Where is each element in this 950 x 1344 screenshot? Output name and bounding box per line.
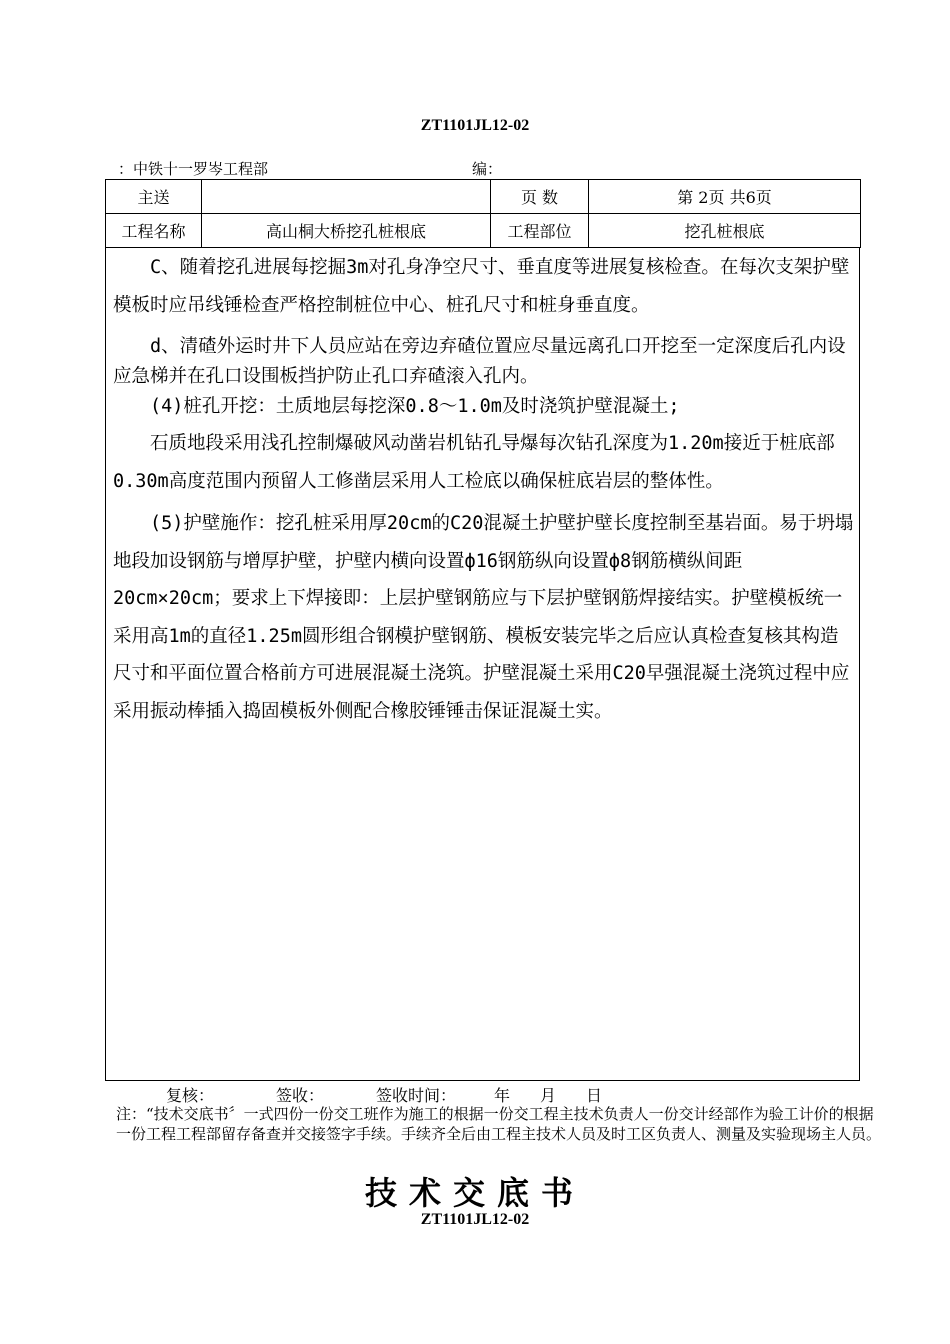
paragraph-4: (4)桩孔开挖：土质地层每挖深0.8～1.0m及时浇筑护壁混凝土; bbox=[150, 396, 680, 417]
paragraph-5: (5)护壁施作：挖孔桩采用厚20cm的C20混凝土护壁护壁长度控制至基岩面。易于坍塌地段加设钢筋与增厚护壁，护壁内横向设置ф16钢筋纵向设置ф8钢筋横纵间距20cm×20cm；要求上下焊接即：上层护壁钢筋应与下层护壁钢筋焊接结实。护壁模板统一采用高1m的直径1.25m圆形组合钢模护壁钢筋、模板安装完毕之后应认真检查复核其构造尺寸和平面位置合格前方可进展混凝土浇筑。护壁混凝土采用C20早强混凝土浇筑过程中应采用振动棒插入捣固模板外侧配合橡胶锤锤击保证混凝土实。 bbox=[113, 513, 854, 722]
content-text bbox=[113, 249, 855, 730]
sign-time-label: 签收时间： bbox=[376, 1086, 457, 1105]
year-label: 年 bbox=[494, 1086, 511, 1105]
day-label: 日 bbox=[586, 1086, 603, 1105]
project-position-value: 挖孔桩根底 bbox=[589, 214, 861, 248]
month-label: 月 bbox=[540, 1086, 557, 1105]
header-row-project bbox=[106, 214, 861, 248]
review-label: 复核： bbox=[166, 1086, 215, 1105]
header-row-send bbox=[106, 180, 861, 214]
send-to-value bbox=[202, 180, 491, 214]
page-count-value: 第 2页 共6页 bbox=[589, 180, 861, 214]
footnote: 注：“技术交底书〞一式四份一份交工班作为施工的根据一份交工程主技术负责人一份交计经部作为验工计价的根据一份工程工程部留存备查并交接签字手续。手续齐全后由工程主技术人员及时工区负责人、测量及实验现场主人员。 bbox=[116, 1105, 882, 1143]
header-table bbox=[105, 179, 861, 248]
send-to-label: 主送 bbox=[106, 180, 202, 214]
paragraph-rock: 石质地段采用浅孔控制爆破风动凿岩机钻孔导爆每次钻孔深度为1.20m接近于桩底部0.30m高度范围内预留人工修凿层采用人工检底以确保桩底岩层的整体性。 bbox=[113, 433, 835, 492]
project-position-label: 工程部位 bbox=[491, 214, 589, 248]
page-count-label: 页 数 bbox=[491, 180, 589, 214]
sign-label: 签收： bbox=[276, 1086, 325, 1105]
document-code: ZT1101JL12-02 bbox=[420, 117, 530, 134]
paragraph-d: d、清碴外运时井下人员应站在旁边弃碴位置应尽量远离孔口开挖至一定深度后孔内设应急梯并在孔口设围板挡护防止孔口弃碴滚入孔内。 bbox=[113, 336, 846, 387]
document-code-bottom: ZT1101JL12-02 bbox=[420, 1211, 530, 1228]
paragraph-c: C、随着挖孔进展每挖掘3m对孔身净空尺寸、垂直度等进展复核检查。在每次支架护壁模板时应吊线锤检查严格控制桩位中心、桩孔尺寸和桩身垂直度。 bbox=[113, 257, 850, 316]
project-name-value: 高山桐大桥挖孔桩根底 bbox=[202, 214, 491, 248]
signature-row bbox=[166, 1083, 602, 1106]
unit-line: ：中铁十一罗岑工程部 bbox=[118, 160, 269, 178]
number-label: 编： bbox=[472, 160, 503, 178]
project-name-label: 工程名称 bbox=[106, 214, 202, 248]
next-page-title: 技术交底书 bbox=[364, 1174, 585, 1212]
